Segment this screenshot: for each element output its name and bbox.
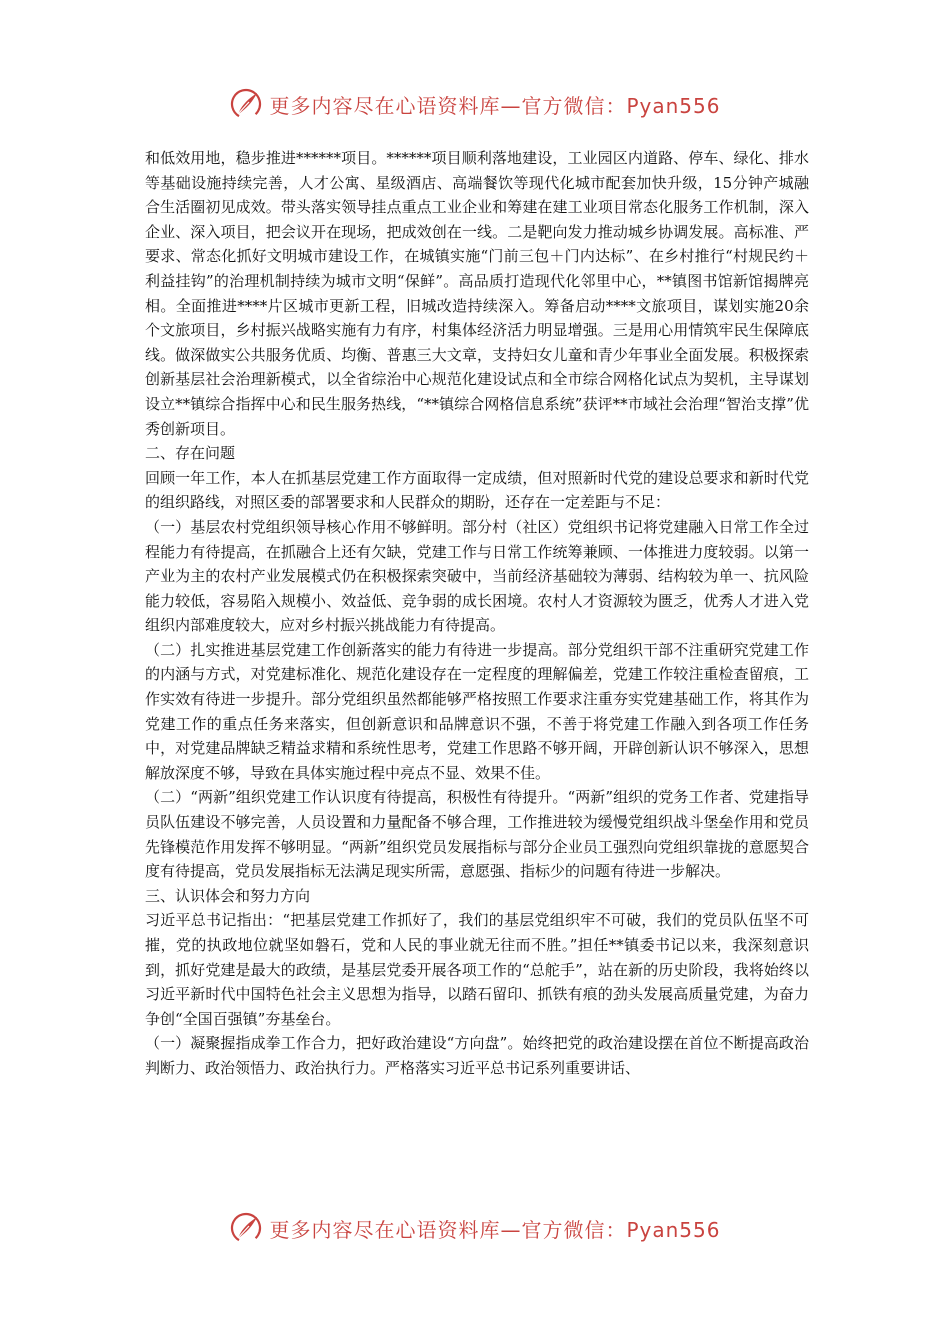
paragraph-direction-1: （一）凝聚握指成拳工作合力，把好政治建设“方向盘”。始终把党的政治建设摆在首位不断提高政治判断力、政治领悟力、政治执行力。严格落实习近平总书记系列重要讲话、	[145, 1034, 809, 1077]
document-body	[145, 146, 809, 1081]
footer-watermark	[0, 1208, 950, 1248]
watermark-text: 更多内容尽在心语资料库—官方微信：Pyan556	[269, 1217, 721, 1242]
quill-pen-icon	[229, 87, 263, 121]
paragraph-urban-rural: 和低效用地，稳步推进******项目。******项目顺利落地建设，工业园区内道路、停车、绿化、排水等基础设施持续完善，人才公寓、星级酒店、高端餐饮等现代化城市配套加快升级，15分钟产城融合生活圈初见成效。带头落实领导挂点重点工业企业和筹建在建工业项目常态化服务工作机制，深入企业、深入项目，把会议开在现场，把成效创在一线。二是靶向发力推动城乡协调发展。高标准、严要求、常态化抓好文明城市建设工作，在城镇实施“门前三包＋门内达标”、在乡村推行“村规民约＋利益挂钩”的治理机制持续为城市文明“保鲜”。高品质打造现代化邻里中心，**镇图书馆新馆揭牌亮相。全面推进****片区城市更新工程，旧城改造持续深入。筹备启动****文旅项目，谋划实施20余个文旅项目，乡村振兴战略实施有力有序，村集体经济活力明显增强。三是用心用情筑牢民生保障底线。做深做实公共服务优质、均衡、普惠三大文章，支持妇女儿童和青少年事业全面发展。积极探索创新基层社会治理新模式，以全省综治中心规范化建设试点和全市综合网格化试点为契机，主导谋划设立**镇综合指挥中心和民生服务热线，“**镇综合网格信息系统”获评**市域社会治理“智治支撑”优秀创新项目。	[145, 149, 809, 438]
heading-understanding-direction: 三、认识体会和努力方向	[145, 886, 311, 905]
paragraph-problem-3: （二）“两新”组织党建工作认识度有待提高，积极性有待提升。“两新”组织的党务工作者、党建指导员队伍建设不够完善，人员设置和力量配备不够合理，工作推进较为缓慢党组织战斗堡垒作用和党员先锋模范作用发挥不够明显。“两新”组织党员发展指标与部分企业员工强烈向党组织靠拢的意愿契合度有待提高，党员发展指标无法满足现实所需，意愿强、指标少的问题有待进一步解决。	[145, 788, 809, 881]
watermark-text: 更多内容尽在心语资料库—官方微信：Pyan556	[269, 93, 721, 118]
heading-existing-problems: 二、存在问题	[145, 444, 236, 463]
paragraph-problem-2: （二）扎实推进基层党建工作创新落实的能力有待进一步提高。部分党组织干部不注重研究党建工作的内涵与方式，对党建标准化、规范化建设存在一定程度的理解偏差，党建工作较注重检查留痕，工作实效有待进一步提升。部分党组织虽然都能够严格按照工作要求注重夯实党建基础工作，将其作为党建工作的重点任务来落实，但创新意识和品牌意识不强，不善于将党建工作融入到各项工作任务中，对党建品牌缺乏精益求精和系统性思考，党建工作思路不够开阔，开辟创新认识不够深入，思想解放深度不够，导致在具体实施过程中亮点不显、效果不佳。	[145, 640, 809, 782]
header-watermark	[0, 84, 950, 124]
paragraph-review: 回顾一年工作，本人在抓基层党建工作方面取得一定成绩，但对照新时代党的建设总要求和新时代党的组织路线，对照区委的部署要求和人民群众的期盼，还存在一定差距与不足：	[145, 468, 809, 512]
paragraph-problem-1: （一）基层农村党组织领导核心作用不够鲜明。部分村（社区）党组织书记将党建融入日常工作全过程能力有待提高，在抓融合上还有欠缺，党建工作与日常工作统筹兼顾、一体推进力度较弱。以第一产业为主的农村产业发展模式仍在积极探索突破中，当前经济基础较为薄弱、结构较为单一、抗风险能力较低，容易陷入规模小、效益低、竞争弱的成长困境。农村人才资源较为匮乏，优秀人才进入党组织内部难度较大，应对乡村振兴挑战能力有待提高。	[145, 517, 809, 635]
quill-pen-icon	[229, 1211, 263, 1245]
paragraph-quote: 习近平总书记指出：“把基层党建工作抓好了，我们的基层党组织牢不可破，我们的党员队伍坚不可摧，党的执政地位就坚如磐石，党和人民的事业就无往而不胜。”担任**镇委书记以来，我深刻意识到，抓好党建是最大的政绩，是基层党委开展各项工作的“总舵手”，站在新的历史阶段，我将始终以习近平新时代中国特色社会主义思想为指导，以踏石留印、抓铁有痕的劲头发展高质量党建，为奋力争创“全国百强镇”夯基垒台。	[145, 911, 809, 1028]
